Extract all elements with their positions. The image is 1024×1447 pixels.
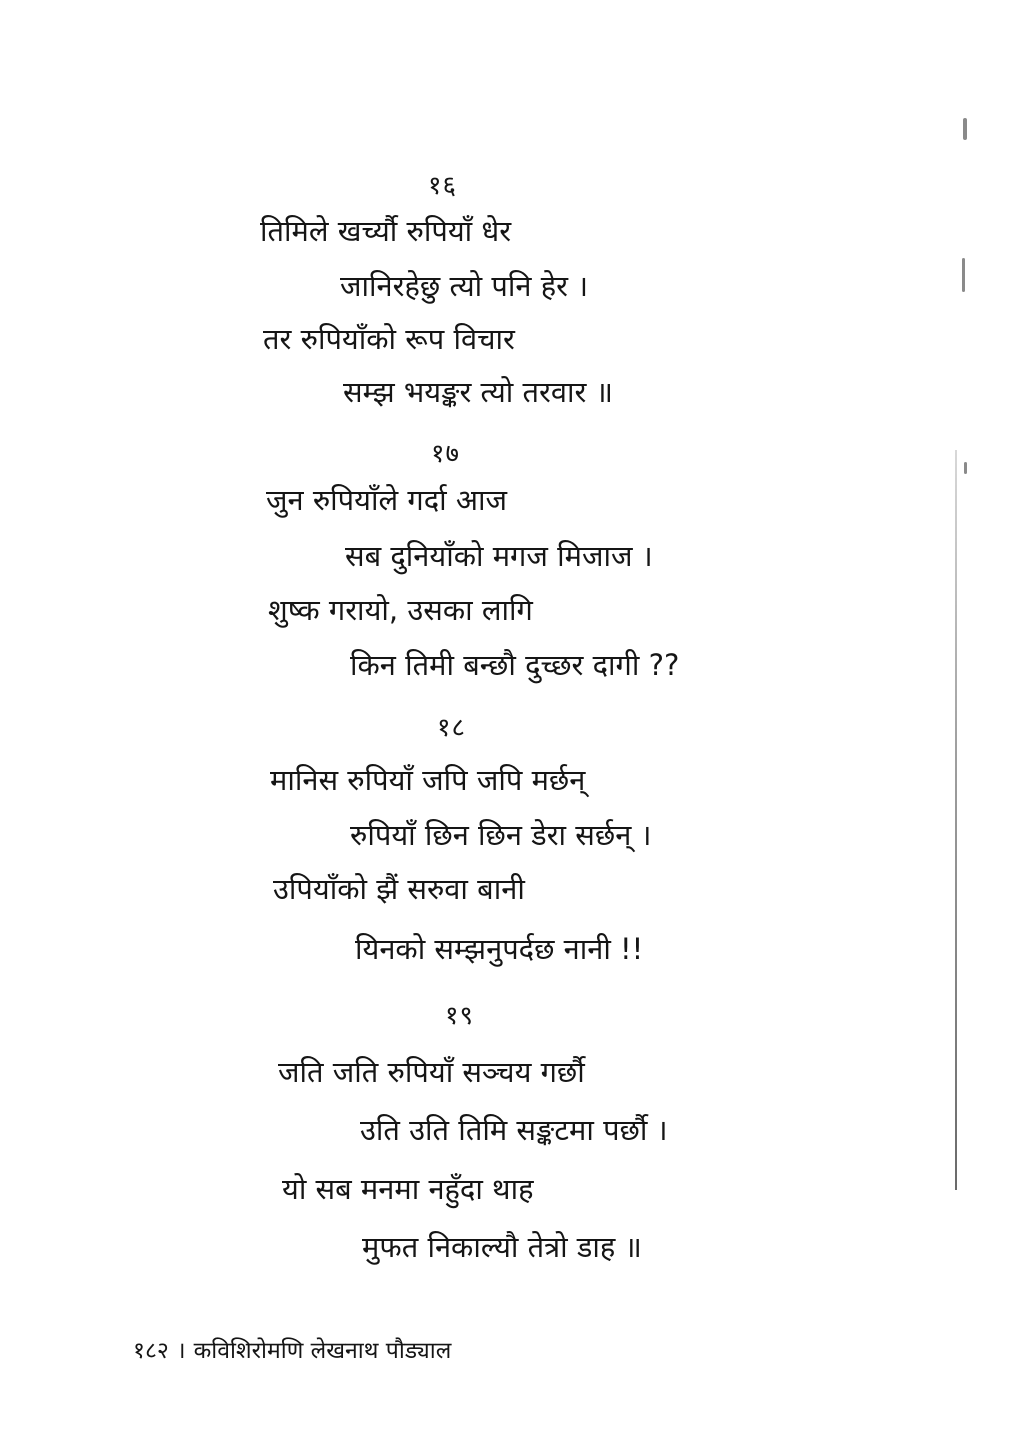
verse-line: रुपियाँ छिन छिन डेरा सर्छन् । [350, 818, 652, 852]
scan-speck [964, 462, 967, 474]
verse-line: तिमिले खर्च्यौ रुपियाँ धेर [260, 214, 512, 248]
verse-line: सब दुनियाँको मगज मिजाज । [345, 539, 653, 573]
page-edge-shadow [955, 450, 957, 1190]
stanza-number: १६ [428, 171, 458, 201]
verse-line: उपियाँको झैं सरुवा बानी [273, 872, 525, 906]
scan-speck [962, 258, 965, 292]
book-title: कविशिरोमणि लेखनाथ पौड्याल [193, 1338, 452, 1364]
verse-line: शुष्क गरायो, उसका लागि [268, 593, 533, 627]
stanza-number: १८ [437, 713, 467, 743]
footer-separator: । [176, 1338, 186, 1364]
page-number: १८२ [133, 1338, 169, 1364]
verse-line: सम्झ भयङ्कर त्यो तरवार ॥ [343, 375, 613, 409]
verse-line: जति जति रुपियाँ सञ्चय गर्छौ [278, 1055, 585, 1089]
stanza-number: १९ [445, 1001, 475, 1031]
page-footer [133, 1333, 451, 1365]
verse-line: तर रुपियाँको रूप विचार [263, 322, 515, 356]
scan-speck [963, 118, 967, 140]
verse-line: यो सब मनमा नहुँदा थाह [282, 1172, 534, 1206]
verse-line: उति उति तिमि सङ्कटमा पर्छौ । [360, 1113, 668, 1147]
verse-line: जुन रुपियाँले गर्दा आज [266, 483, 507, 517]
verse-line: यिनको सम्झनुपर्दछ नानी !! [355, 932, 644, 966]
stanza-number: १७ [431, 439, 461, 469]
verse-line: मानिस रुपियाँ जपि जपि मर्छन् [270, 763, 586, 797]
verse-line: किन तिमी बन्छौ दुच्छर दागी ?? [350, 648, 680, 682]
verse-line: जानिरहेछु त्यो पनि हेर । [340, 269, 589, 303]
verse-line: मुफत निकाल्यौ तेत्रो डाह ॥ [362, 1230, 642, 1264]
